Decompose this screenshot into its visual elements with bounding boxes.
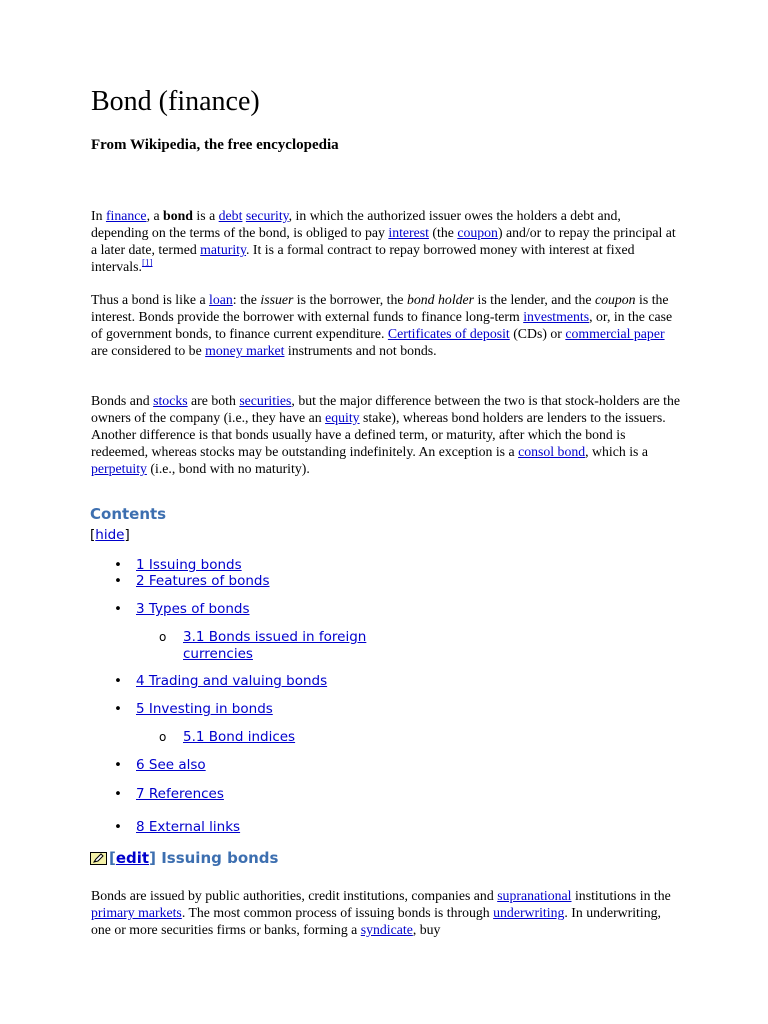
loan-paragraph: Thus a bond is like a loan: the issuer is the borrower, the bond holder is the lender, and the coupon is the interest. Bonds provide the borrower with external funds to finance long-term investments, or, in the case of government bonds, to finance current expenditure. Certificates of deposit (CDs) or commercial paper are considered to be money market instruments and not bonds. — [91, 292, 673, 358]
link-security[interactable]: security — [245, 208, 289, 223]
toc-item: • 3 Types of bonds — [114, 601, 250, 617]
link-interest[interactable]: interest — [388, 225, 429, 240]
toc-item: • 6 See also — [114, 757, 206, 773]
toc-subitem: o 3.1 Bonds issued in foreign currencies — [159, 629, 367, 662]
link-loan[interactable]: loan — [209, 292, 233, 307]
toc-item: • 2 Features of bonds — [114, 573, 270, 589]
section-heading: [ edit ] Issuing bonds — [90, 847, 278, 869]
toc-hide-link[interactable]: hide — [95, 527, 125, 543]
link-syndicate[interactable]: syndicate — [360, 922, 413, 937]
reference-link[interactable]: [1] — [141, 257, 153, 268]
toc-link-references[interactable]: 7 References — [136, 786, 224, 802]
term-bond: bond — [163, 208, 193, 223]
toc-link-investing-in-bonds[interactable]: 5 Investing in bonds — [136, 701, 273, 717]
link-maturity[interactable]: maturity — [200, 242, 247, 257]
toc-item: • 7 References — [114, 786, 224, 802]
page-subtitle: From Wikipedia, the free encyclopedia — [91, 137, 339, 153]
toc-link-external-links[interactable]: 8 External links — [136, 819, 241, 835]
link-investments[interactable]: investments — [523, 309, 590, 324]
pencil-edit-icon[interactable] — [90, 852, 107, 865]
link-commercial-paper[interactable]: commercial paper — [565, 326, 665, 341]
link-stocks[interactable]: stocks — [153, 393, 188, 408]
toc-link-trading-and-valuing[interactable]: 4 Trading and valuing bonds — [136, 673, 328, 689]
toc-hide-toggle: [hide] — [90, 527, 130, 543]
toc-item: • 8 External links — [114, 819, 241, 835]
toc-subitem: o 5.1 Bond indices — [159, 729, 296, 745]
issuing-paragraph: Bonds are issued by public authorities, credit institutions, companies and supranational institutions in the primary markets. The most common process of issuing bonds is through underwriting. In underwriting, one or more securities firms or banks, forming a syndicate, buy — [91, 888, 671, 937]
link-primary-markets[interactable]: primary markets — [91, 905, 182, 920]
page-title: Bond (finance) — [91, 86, 260, 117]
link-debt[interactable]: debt — [218, 208, 243, 223]
link-perpetuity[interactable]: perpetuity — [91, 461, 147, 476]
link-certificates-of-deposit[interactable]: Certificates of deposit — [387, 326, 510, 341]
toc-link-features-of-bonds[interactable]: 2 Features of bonds — [136, 573, 270, 589]
link-coupon[interactable]: coupon — [457, 225, 498, 240]
link-consol-bond[interactable]: consol bond — [518, 444, 586, 459]
toc-link-foreign-currencies[interactable]: 3.1 Bonds issued in foreign currencies — [183, 629, 367, 662]
stocks-paragraph: Bonds and stocks are both securities, but the major difference between the two is that stock-holders are the owners of the company (i.e., they have an equity stake), whereas bond holders are lenders to the issuers. Another difference is that bonds usually have a defined term, or maturity, after which the bond is redeemed, whereas stocks may be outstanding indefinitely. An exception is a consol bond, which is a perpetuity (i.e., bond with no maturity). — [91, 393, 681, 476]
link-money-market[interactable]: money market — [205, 343, 285, 358]
toc-item: • 4 Trading and valuing bonds — [114, 673, 328, 689]
toc-item: • 1 Issuing bonds — [114, 557, 242, 573]
link-supranational[interactable]: supranational — [497, 888, 572, 903]
toc-heading: Contents — [90, 505, 167, 523]
toc-link-types-of-bonds[interactable]: 3 Types of bonds — [136, 601, 250, 617]
toc-link-issuing-bonds[interactable]: 1 Issuing bonds — [136, 557, 242, 573]
link-securities[interactable]: securities — [239, 393, 292, 408]
section-title: Issuing bonds — [161, 849, 279, 867]
toc-link-bond-indices[interactable]: 5.1 Bond indices — [183, 729, 296, 745]
toc-item: • 5 Investing in bonds — [114, 701, 273, 717]
edit-link[interactable]: edit — [115, 849, 150, 867]
toc-link-see-also[interactable]: 6 See also — [136, 757, 206, 773]
link-underwriting[interactable]: underwriting — [493, 905, 565, 920]
link-finance[interactable]: finance — [105, 208, 147, 223]
intro-paragraph: In finance, a bond is a debt security, in which the authorized issuer owes the holders a debt and, depending on the terms of the bond, is obliged to pay interest (the coupon) and/or to repay the principal at a later date, termed maturity. It is a formal contract to repay borrowed money with interest at fixed intervals.[1] — [91, 208, 676, 274]
link-equity[interactable]: equity — [325, 410, 360, 425]
